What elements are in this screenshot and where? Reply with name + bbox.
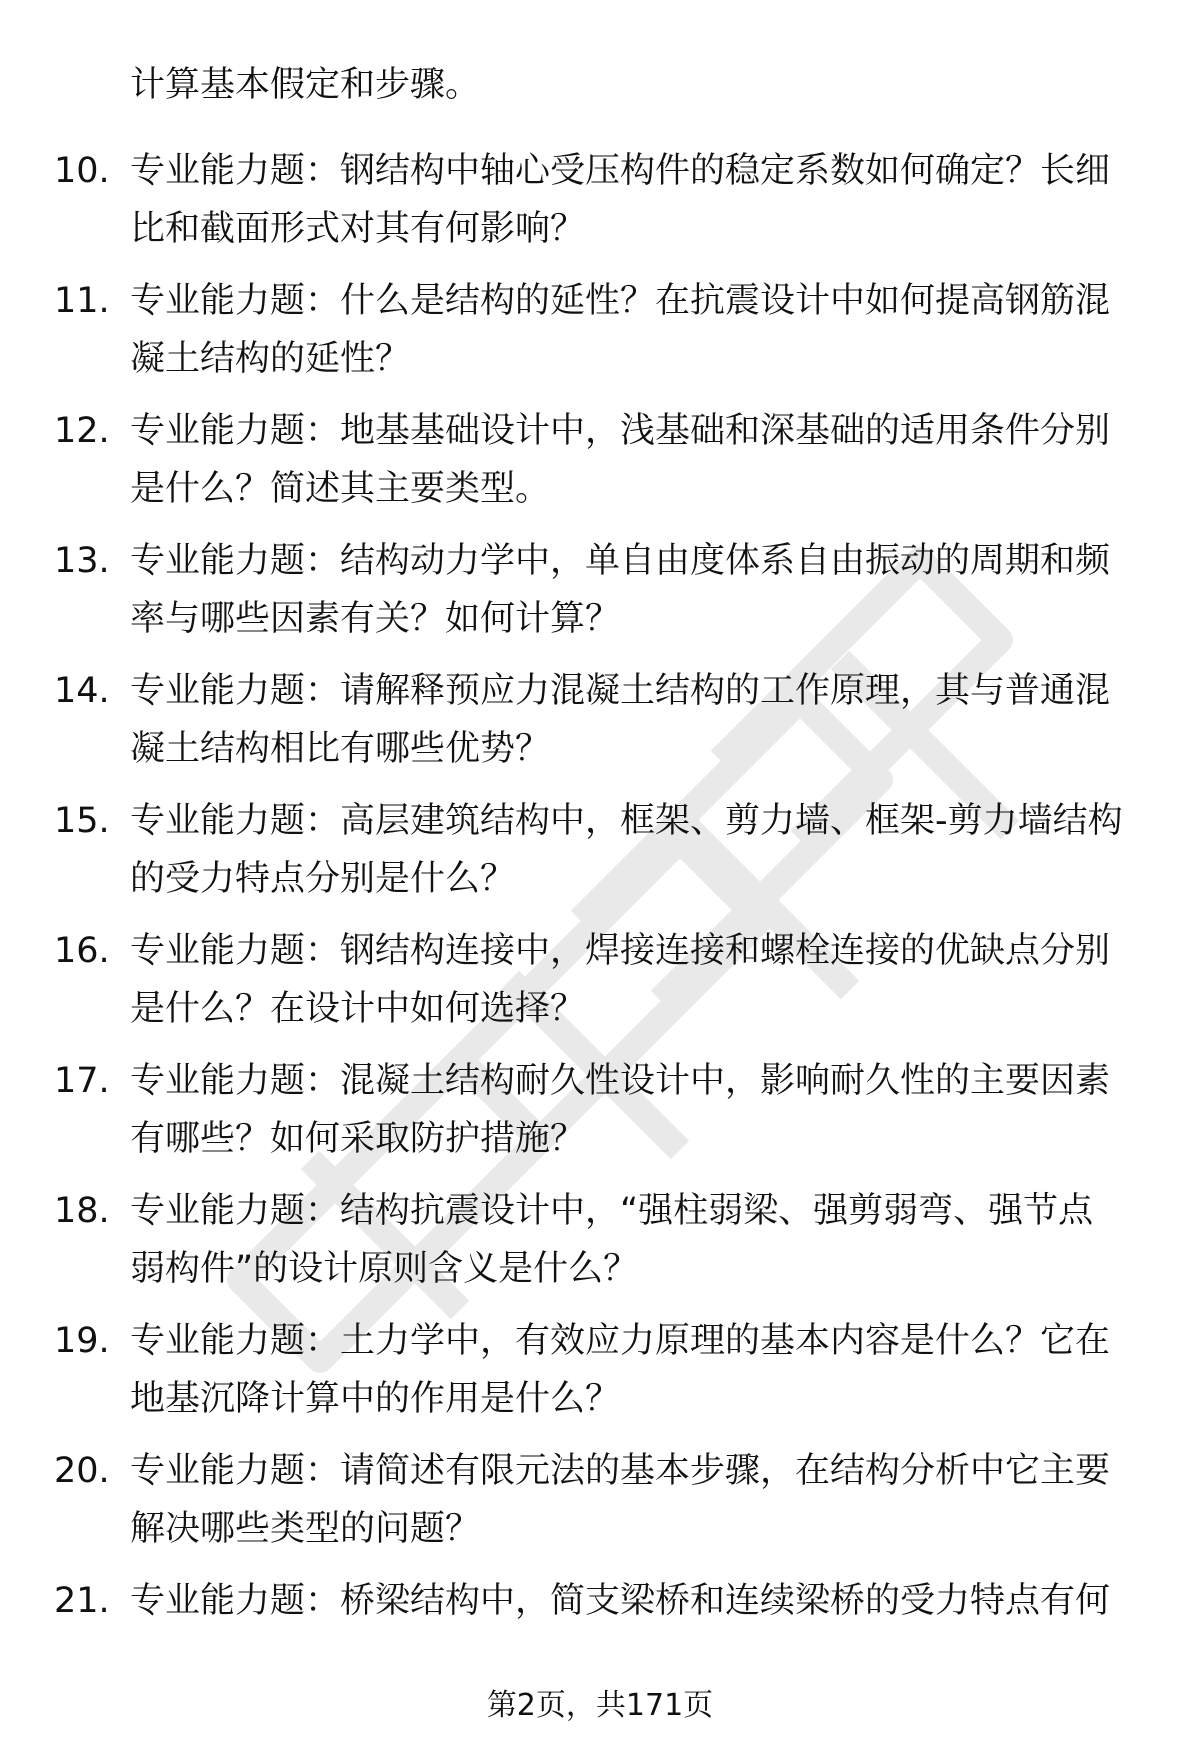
question-number: 16. (54, 931, 110, 971)
question-number: 15. (54, 801, 110, 841)
question-list (0, 142, 1200, 1702)
list-item (0, 272, 1200, 402)
list-item (0, 1572, 1200, 1702)
question-number: 12. (54, 411, 110, 451)
question-number: 11. (54, 281, 110, 321)
question-text: 专业能力题：请解释预应力混凝土结构的工作原理，其与普通混 凝土结构相比有哪些优势？ (130, 671, 1111, 769)
list-item (0, 662, 1200, 792)
list-item (0, 1442, 1200, 1572)
page-number-footer: 第2页，共171页 (486, 1688, 714, 1723)
question-text: 专业能力题：地基基础设计中，浅基础和深基础的适用条件分别 是什么？简述其主要类型。 (130, 411, 1111, 509)
question-text: 专业能力题：钢结构连接中，焊接连接和螺栓连接的优缺点分别 是什么？在设计中如何选择？ (130, 931, 1111, 1029)
question-text: 专业能力题：桥梁结构中，简支梁桥和连续梁桥的受力特点有何 (130, 1581, 1111, 1621)
list-item (0, 792, 1200, 922)
question-number: 20. (54, 1451, 110, 1491)
question-number: 19. (54, 1321, 110, 1361)
question-text: 专业能力题：结构抗震设计中，“强柱弱梁、强剪弱弯、强节点 弱构件”的设计原则含义是什么？ (130, 1191, 1094, 1289)
question-number: 21. (54, 1581, 110, 1621)
question-text: 专业能力题：结构动力学中，单自由度体系自由振动的周期和频 率与哪些因素有关？如何计算？ (130, 541, 1111, 639)
question-text: 专业能力题：请简述有限元法的基本步骤，在结构分析中它主要 解决哪些类型的问题？ (130, 1451, 1111, 1549)
question-text: 专业能力题：钢结构中轴心受压构件的稳定系数如何确定？长细 比和截面形式对其有何影响？ (130, 151, 1111, 249)
question-text: 专业能力题：混凝土结构耐久性设计中，影响耐久性的主要因素 有哪些？如何采取防护措施？ (130, 1061, 1111, 1159)
question-text: 专业能力题：什么是结构的延性？在抗震设计中如何提高钢筋混 凝土结构的延性？ (130, 281, 1111, 379)
list-item (0, 1182, 1200, 1312)
question-number: 14. (54, 671, 110, 711)
continuation-text: 计算基本假定和步骤。 (130, 65, 481, 105)
list-item (0, 922, 1200, 1052)
question-number: 17. (54, 1061, 110, 1101)
question-text: 专业能力题：高层建筑结构中，框架、剪力墙、框架-剪力墙结构 的受力特点分别是什么？ (130, 801, 1123, 899)
list-item (0, 402, 1200, 532)
question-text: 专业能力题：土力学中，有效应力原理的基本内容是什么？它在 地基沉降计算中的作用是什么？ (130, 1321, 1111, 1419)
question-number: 13. (54, 541, 110, 581)
question-number: 10. (54, 151, 110, 191)
question-number: 18. (54, 1191, 110, 1231)
list-item (0, 142, 1200, 272)
list-item (0, 1312, 1200, 1442)
list-item (0, 532, 1200, 662)
list-item (0, 1052, 1200, 1182)
